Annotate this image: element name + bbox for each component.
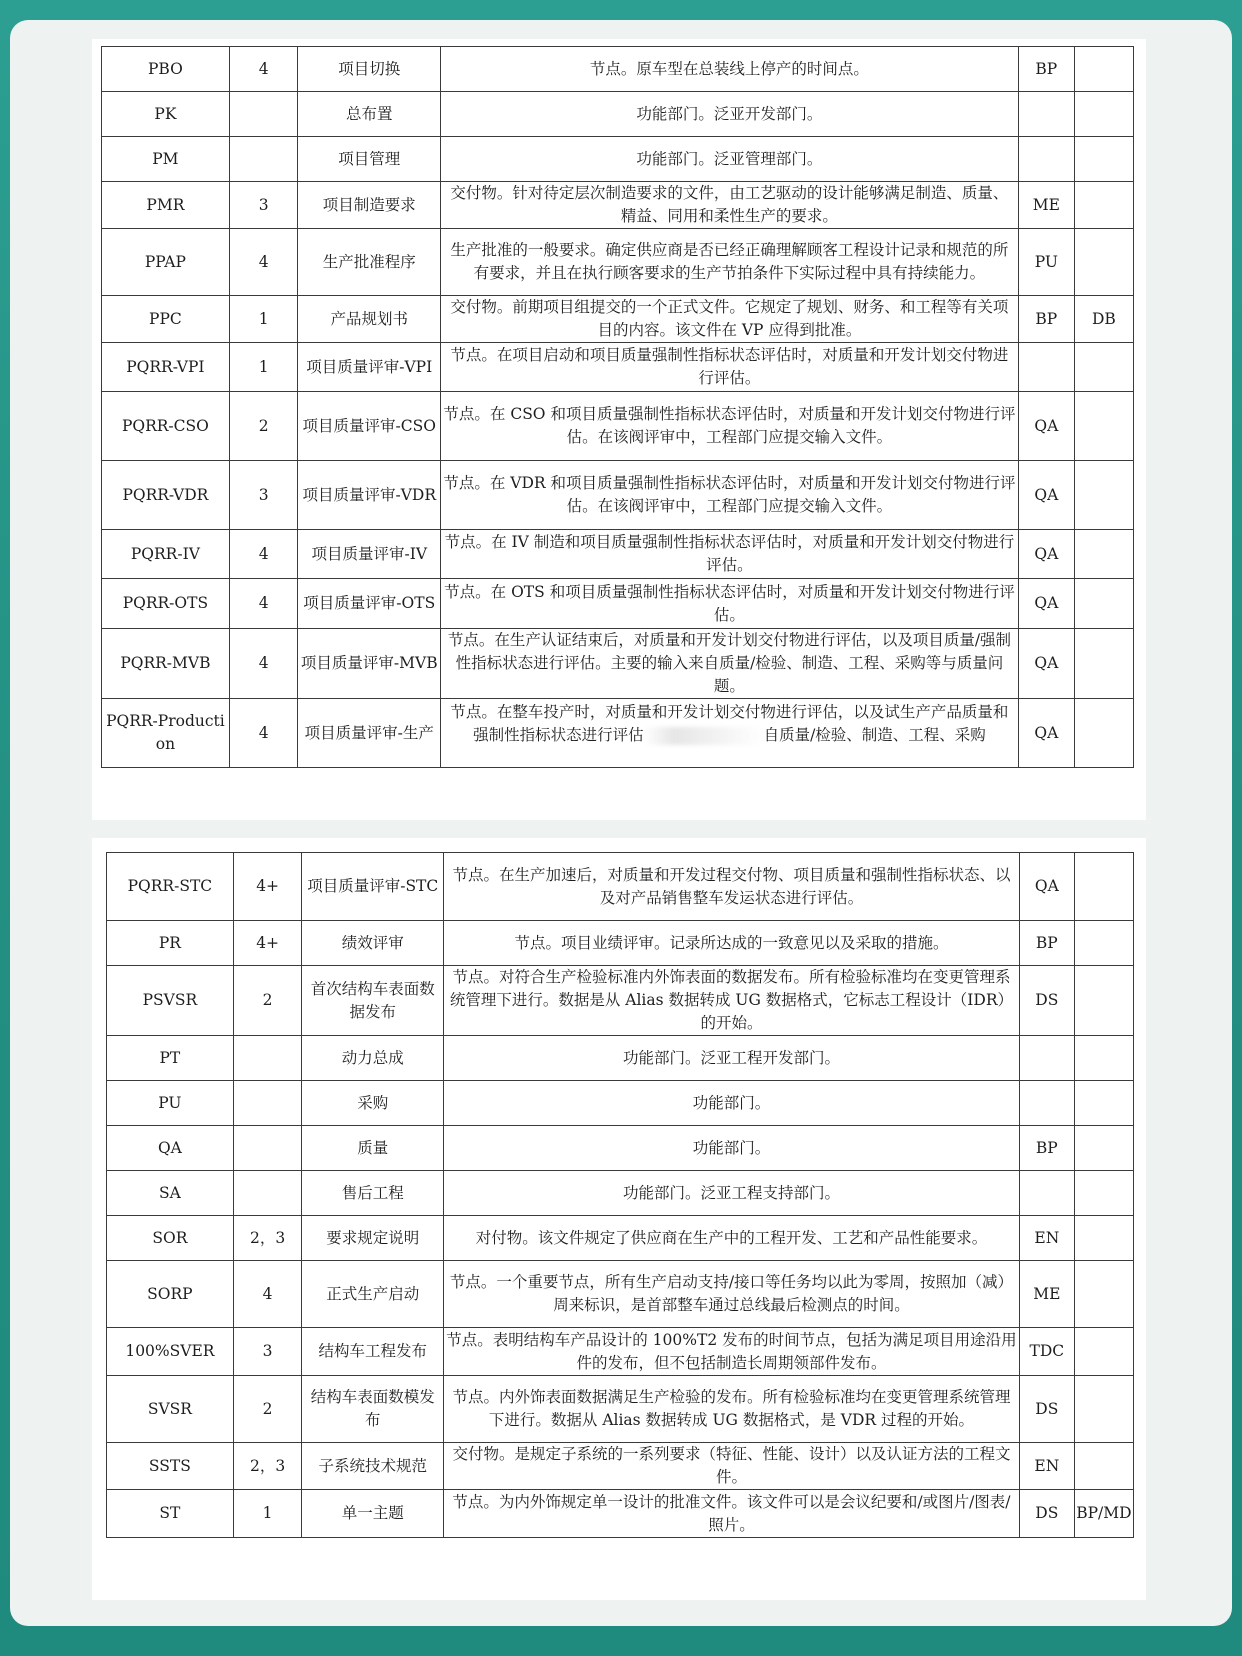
extra-cell: DB <box>1074 296 1133 343</box>
table-row <box>107 1216 1134 1261</box>
phase-cell: 3 <box>233 1328 302 1376</box>
owner-cell: QA <box>1018 461 1074 530</box>
extra-cell <box>1074 853 1133 921</box>
term-name-cell: 项目制造要求 <box>298 182 441 229</box>
table-row <box>102 296 1134 343</box>
phase-cell: 4+ <box>233 853 302 921</box>
table-row <box>107 853 1134 921</box>
table-row <box>102 92 1134 137</box>
table-row <box>107 1376 1134 1443</box>
owner-cell: BP <box>1018 296 1074 343</box>
phase-cell: 3 <box>229 182 298 229</box>
abbreviation-cell: PQRR-CSO <box>102 392 230 461</box>
description-cell: 节点。为内外饰规定单一设计的批准文件。该文件可以是会议纪要和/或图片/图表/照片。 <box>444 1490 1020 1538</box>
description-cell: 交付物。针对待定层次制造要求的文件，由工艺驱动的设计能够满足制造、质量、精益、同用和柔性生产的要求。 <box>441 182 1019 229</box>
description-cell: 功能部门。 <box>444 1126 1020 1171</box>
document-page-2 <box>92 838 1146 1600</box>
blurred-redaction <box>644 727 764 745</box>
term-name-cell: 项目质量评审-MVB <box>298 629 441 699</box>
table-row <box>102 629 1134 699</box>
term-name-cell: 正式生产启动 <box>302 1261 444 1328</box>
extra-cell <box>1074 1171 1133 1216</box>
description-cell: 功能部门。泛亚工程开发部门。 <box>444 1036 1020 1081</box>
description-cell: 对付物。该文件规定了供应商在生产中的工程开发、工艺和产品性能要求。 <box>444 1216 1020 1261</box>
term-name-cell: 项目管理 <box>298 137 441 182</box>
phase-cell: 3 <box>229 461 298 530</box>
extra-cell <box>1074 461 1133 530</box>
owner-cell <box>1019 1081 1074 1126</box>
abbreviation-cell: PU <box>107 1081 234 1126</box>
owner-cell: QA <box>1018 579 1074 629</box>
term-name-cell: 项目质量评审-IV <box>298 530 441 579</box>
phase-cell: 2，3 <box>233 1216 302 1261</box>
phase-cell: 1 <box>229 343 298 392</box>
extra-cell <box>1074 1081 1133 1126</box>
abbreviation-cell: QA <box>107 1126 234 1171</box>
term-name-cell: 项目质量评审-VDR <box>298 461 441 530</box>
owner-cell: ME <box>1019 1261 1074 1328</box>
owner-cell: EN <box>1019 1216 1074 1261</box>
phase-cell <box>233 1081 302 1126</box>
extra-cell <box>1074 1376 1133 1443</box>
abbreviation-cell: SSTS <box>107 1443 234 1490</box>
table-row <box>102 343 1134 392</box>
term-name-cell: 采购 <box>302 1081 444 1126</box>
extra-cell: BP/MD <box>1074 1490 1133 1538</box>
document-page-1 <box>92 39 1146 820</box>
abbreviation-cell: PQRR-MVB <box>102 629 230 699</box>
table-row <box>107 1126 1134 1171</box>
extra-cell <box>1074 229 1133 296</box>
owner-cell: DS <box>1019 966 1074 1036</box>
extra-cell <box>1074 343 1133 392</box>
description-cell: 节点。在生产加速后，对质量和开发过程交付物、项目质量和强制性指标状态、以及对产品销售整车发运状态进行评估。 <box>444 853 1020 921</box>
term-name-cell: 项目质量评审-STC <box>302 853 444 921</box>
owner-cell <box>1018 137 1074 182</box>
phase-cell: 4 <box>233 1261 302 1328</box>
owner-cell: QA <box>1018 629 1074 699</box>
term-name-cell: 子系统技术规范 <box>302 1443 444 1490</box>
term-name-cell: 项目切换 <box>298 47 441 92</box>
table-row <box>102 392 1134 461</box>
phase-cell <box>233 1036 302 1081</box>
phase-cell <box>233 1126 302 1171</box>
owner-cell: QA <box>1018 530 1074 579</box>
owner-cell: PU <box>1018 229 1074 296</box>
abbreviation-cell: PQRR-Production <box>102 699 230 768</box>
table-row <box>107 921 1134 966</box>
glossary-table-2 <box>106 852 1134 1538</box>
extra-cell <box>1074 1443 1133 1490</box>
owner-cell: ME <box>1018 182 1074 229</box>
table-row <box>102 182 1134 229</box>
abbreviation-cell: PSVSR <box>107 966 234 1036</box>
extra-cell <box>1074 966 1133 1036</box>
term-name-cell: 单一主题 <box>302 1490 444 1538</box>
description-cell: 节点。在 VDR 和项目质量强制性指标状态评估时，对质量和开发计划交付物进行评估。在该阀评审中，工程部门应提交输入文件。 <box>441 461 1019 530</box>
phase-cell: 4 <box>229 530 298 579</box>
phase-cell: 4 <box>229 629 298 699</box>
table-row <box>107 1171 1134 1216</box>
description-cell: 功能部门。泛亚开发部门。 <box>441 92 1019 137</box>
owner-cell: BP <box>1018 47 1074 92</box>
term-name-cell: 产品规划书 <box>298 296 441 343</box>
description-cell: 节点。一个重要节点，所有生产启动支持/接口等任务均以此为零周，按照加（减）周来标识，是首部整车通过总线最后检测点的时间。 <box>444 1261 1020 1328</box>
extra-cell <box>1074 47 1133 92</box>
phase-cell: 4+ <box>233 921 302 966</box>
phase-cell <box>229 137 298 182</box>
description-cell: 交付物。前期项目组提交的一个正式文件。它规定了规划、财务、和工程等有关项目的内容。该文件在 VP 应得到批准。 <box>441 296 1019 343</box>
description-cell: 节点。在 IV 制造和项目质量强制性指标状态评估时，对质量和开发计划交付物进行评估。 <box>441 530 1019 579</box>
term-name-cell: 结构车工程发布 <box>302 1328 444 1376</box>
term-name-cell: 生产批准程序 <box>298 229 441 296</box>
description-cell: 节点。在 OTS 和项目质量强制性指标状态评估时，对质量和开发计划交付物进行评估。 <box>441 579 1019 629</box>
table-row <box>102 137 1134 182</box>
table-row <box>107 1490 1134 1538</box>
term-name-cell: 绩效评审 <box>302 921 444 966</box>
owner-cell: QA <box>1018 699 1074 768</box>
term-name-cell: 项目质量评审-VPI <box>298 343 441 392</box>
description-cell: 节点。表明结构车产品设计的 100%T2 发布的时间节点，包括为满足项目用途沿用件的发布，但不包括制造长周期领部件发布。 <box>444 1328 1020 1376</box>
extra-cell <box>1074 1126 1133 1171</box>
term-name-cell: 质量 <box>302 1126 444 1171</box>
phase-cell: 2 <box>229 392 298 461</box>
extra-cell <box>1074 579 1133 629</box>
term-name-cell: 要求规定说明 <box>302 1216 444 1261</box>
abbreviation-cell: PQRR-VPI <box>102 343 230 392</box>
extra-cell <box>1074 182 1133 229</box>
description-cell: 节点。在 CSO 和项目质量强制性指标状态评估时，对质量和开发计划交付物进行评估。在该阀评审中，工程部门应提交输入文件。 <box>441 392 1019 461</box>
description-cell: 节点。对符合生产检验标准内外饰表面的数据发布。所有检验标准均在变更管理系统管理下进行。数据是从 Alias 数据转成 UG 数据格式，它标志工程设计（IDR）的开始。 <box>444 966 1020 1036</box>
abbreviation-cell: PR <box>107 921 234 966</box>
extra-cell <box>1074 629 1133 699</box>
extra-cell <box>1074 137 1133 182</box>
extra-cell <box>1074 699 1133 768</box>
description-cell: 功能部门。泛亚工程支持部门。 <box>444 1171 1020 1216</box>
abbreviation-cell: PK <box>102 92 230 137</box>
description-text: 自质量/检验、制造、工程、采购 <box>763 726 986 744</box>
table-row <box>107 1036 1134 1081</box>
description-cell: 节点。项目业绩评审。记录所达成的一致意见以及采取的措施。 <box>444 921 1020 966</box>
abbreviation-cell: 100%SVER <box>107 1328 234 1376</box>
glossary-table-1 <box>101 46 1134 768</box>
description-cell: 功能部门。泛亚管理部门。 <box>441 137 1019 182</box>
phase-cell: 1 <box>229 296 298 343</box>
extra-cell <box>1074 1261 1133 1328</box>
abbreviation-cell: PQRR-OTS <box>102 579 230 629</box>
abbreviation-cell: PMR <box>102 182 230 229</box>
extra-cell <box>1074 1216 1133 1261</box>
owner-cell: DS <box>1019 1490 1074 1538</box>
description-cell: 节点。原车型在总装线上停产的时间点。 <box>441 47 1019 92</box>
extra-cell <box>1074 1328 1133 1376</box>
abbreviation-cell: PPAP <box>102 229 230 296</box>
description-cell: 节点。在项目启动和项目质量强制性指标状态评估时，对质量和开发计划交付物进行评估。 <box>441 343 1019 392</box>
abbreviation-cell: PT <box>107 1036 234 1081</box>
table-row <box>107 966 1134 1036</box>
table-row <box>102 530 1134 579</box>
abbreviation-cell: SOR <box>107 1216 234 1261</box>
term-name-cell: 结构车表面数模发布 <box>302 1376 444 1443</box>
table-row <box>102 579 1134 629</box>
abbreviation-cell: PPC <box>102 296 230 343</box>
extra-cell <box>1074 392 1133 461</box>
phase-cell: 4 <box>229 579 298 629</box>
phase-cell: 2，3 <box>233 1443 302 1490</box>
abbreviation-cell: PQRR-VDR <box>102 461 230 530</box>
term-name-cell: 动力总成 <box>302 1036 444 1081</box>
abbreviation-cell: SA <box>107 1171 234 1216</box>
owner-cell <box>1019 1171 1074 1216</box>
table-row <box>107 1328 1134 1376</box>
phase-cell: 4 <box>229 699 298 768</box>
abbreviation-cell: SVSR <box>107 1376 234 1443</box>
table-row <box>107 1261 1134 1328</box>
table-row <box>107 1443 1134 1490</box>
term-name-cell: 总布置 <box>298 92 441 137</box>
owner-cell <box>1019 1036 1074 1081</box>
phase-cell: 2 <box>233 1376 302 1443</box>
owner-cell: DS <box>1019 1376 1074 1443</box>
table-row <box>102 699 1134 768</box>
extra-cell <box>1074 530 1133 579</box>
owner-cell: TDC <box>1019 1328 1074 1376</box>
description-cell: 节点。在生产认证结束后，对质量和开发计划交付物进行评估，以及项目质量/强制性指标状态进行评估。主要的输入来自质量/检验、制造、工程、采购等与质量问题。 <box>441 629 1019 699</box>
term-name-cell: 项目质量评审-CSO <box>298 392 441 461</box>
owner-cell: EN <box>1019 1443 1074 1490</box>
abbreviation-cell: SORP <box>107 1261 234 1328</box>
table-row <box>107 1081 1134 1126</box>
description-cell <box>441 699 1019 768</box>
extra-cell <box>1074 921 1133 966</box>
extra-cell <box>1074 92 1133 137</box>
phase-cell <box>233 1171 302 1216</box>
term-name-cell: 售后工程 <box>302 1171 444 1216</box>
abbreviation-cell: PQRR-IV <box>102 530 230 579</box>
phase-cell: 4 <box>229 229 298 296</box>
abbreviation-cell: PM <box>102 137 230 182</box>
owner-cell: QA <box>1018 392 1074 461</box>
phase-cell: 1 <box>233 1490 302 1538</box>
owner-cell: QA <box>1019 853 1074 921</box>
phase-cell: 2 <box>233 966 302 1036</box>
owner-cell: BP <box>1019 1126 1074 1171</box>
owner-cell: BP <box>1019 921 1074 966</box>
table-row <box>102 461 1134 530</box>
term-name-cell: 项目质量评审-OTS <box>298 579 441 629</box>
abbreviation-cell: PBO <box>102 47 230 92</box>
term-name-cell: 项目质量评审-生产 <box>298 699 441 768</box>
owner-cell <box>1018 92 1074 137</box>
abbreviation-cell: ST <box>107 1490 234 1538</box>
description-cell: 生产批准的一般要求。确定供应商是否已经正确理解顾客工程设计记录和规范的所有要求，并且在执行顾客要求的生产节拍条件下实际过程中具有持续能力。 <box>441 229 1019 296</box>
extra-cell <box>1074 1036 1133 1081</box>
table-row <box>102 47 1134 92</box>
description-cell: 交付物。是规定子系统的一系列要求（特征、性能、设计）以及认证方法的工程文件。 <box>444 1443 1020 1490</box>
table-row <box>102 229 1134 296</box>
phase-cell <box>229 92 298 137</box>
abbreviation-cell: PQRR-STC <box>107 853 234 921</box>
description-text: 节点。在整车投产时，对质量和开发计划交付物进行评估，以及试生产产品质量和强制性指标状态进行评估 <box>450 703 1009 744</box>
description-cell: 节点。内外饰表面数据满足生产检验的发布。所有检验标准均在变更管理系统管理下进行。数据从 Alias 数据转成 UG 数据格式，是 VDR 过程的开始。 <box>444 1376 1020 1443</box>
description-cell: 功能部门。 <box>444 1081 1020 1126</box>
phase-cell: 4 <box>229 47 298 92</box>
owner-cell <box>1018 343 1074 392</box>
term-name-cell: 首次结构车表面数据发布 <box>302 966 444 1036</box>
